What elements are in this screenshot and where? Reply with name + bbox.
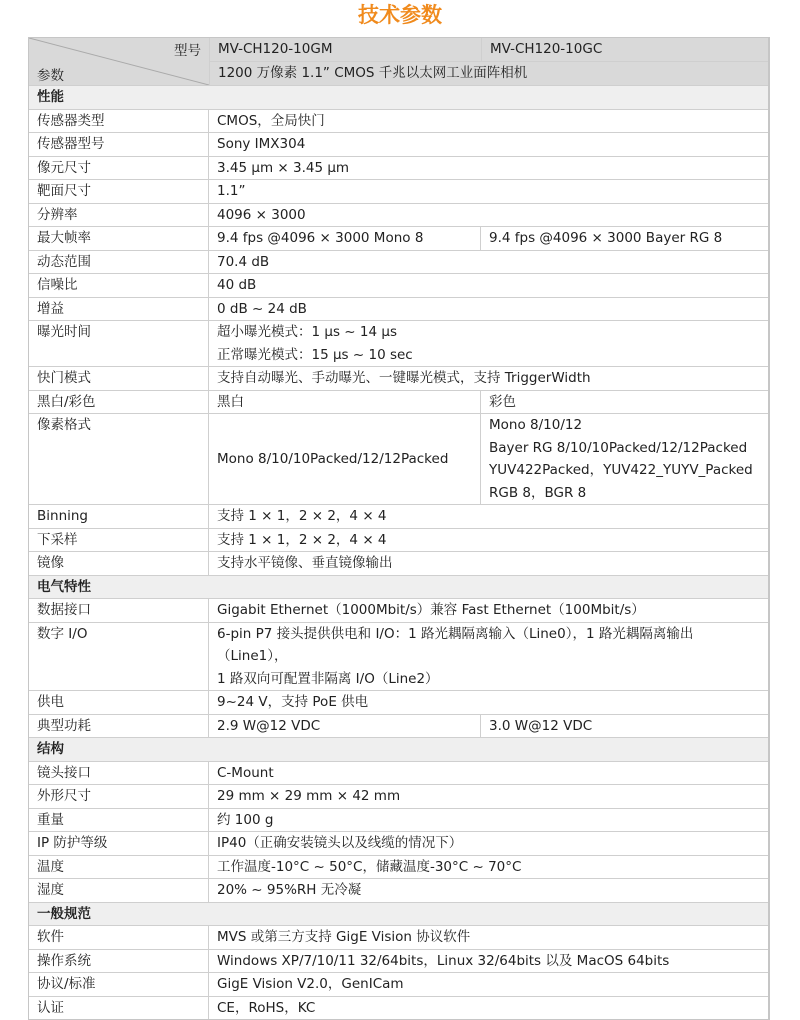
table-row <box>29 623 768 692</box>
table-row <box>29 110 768 134</box>
param-value <box>209 204 768 227</box>
table-row <box>29 691 768 715</box>
table-row <box>29 762 768 786</box>
value-line: Mono 8/10/12 <box>489 417 583 433</box>
param-name: 下采样 <box>29 529 209 552</box>
param-value <box>209 809 768 832</box>
spec-table <box>28 37 770 1020</box>
value-line: 9~24 V，支持 PoE 供电 <box>217 694 369 710</box>
value-line: 黑白 <box>217 393 244 410</box>
param-name: IP 防护等级 <box>29 832 209 855</box>
param-name: 供电 <box>29 691 209 714</box>
param-value <box>481 715 768 738</box>
table-row <box>29 832 768 856</box>
param-name: 像素格式 <box>29 414 209 504</box>
param-name: 黑白/彩色 <box>29 391 209 414</box>
param-value <box>209 926 768 949</box>
value-line: CE，RoHS，KC <box>217 999 316 1016</box>
value-line: 彩色 <box>489 393 516 410</box>
table-row <box>29 298 768 322</box>
param-value <box>209 599 768 622</box>
section-title: 一般规范 <box>29 903 768 926</box>
section-title: 结构 <box>29 738 768 761</box>
section-title: 电气特性 <box>29 576 768 599</box>
section-row <box>29 903 768 927</box>
param-value <box>209 529 768 552</box>
param-name: 数据接口 <box>29 599 209 622</box>
param-value <box>209 133 768 156</box>
param-value <box>209 832 768 855</box>
param-name: 镜像 <box>29 552 209 575</box>
param-value <box>209 110 768 133</box>
model-gc: MV-CH120-10GC <box>490 41 603 57</box>
param-name: 动态范围 <box>29 251 209 274</box>
value-line: 1 路双向可配置非隔离 I/O（Line2） <box>217 670 439 687</box>
section-title: 性能 <box>29 86 768 109</box>
param-name: 传感器类型 <box>29 110 209 133</box>
table-row <box>29 391 768 415</box>
value-line: 1.1” <box>217 183 246 199</box>
table-header <box>29 38 768 86</box>
param-name: 数字 I/O <box>29 623 209 691</box>
header-corner <box>29 38 210 85</box>
value-line: 工作温度-10°C ~ 50°C，储藏温度-30°C ~ 70°C <box>217 858 522 875</box>
page-title: 技术参数 <box>358 3 442 27</box>
param-name: 镜头接口 <box>29 762 209 785</box>
value-line: 9.4 fps @4096 × 3000 Bayer RG 8 <box>489 230 723 246</box>
param-name: 重量 <box>29 809 209 832</box>
param-value <box>481 391 768 414</box>
param-name: 典型功耗 <box>29 715 209 738</box>
param-value <box>209 950 768 973</box>
value-line: Mono 8/10/10Packed/12/12Packed <box>217 450 449 467</box>
table-row <box>29 809 768 833</box>
table-row <box>29 133 768 157</box>
section-row <box>29 86 768 110</box>
value-line: 4096 × 3000 <box>217 206 306 223</box>
param-value <box>209 321 768 366</box>
param-value <box>481 414 768 504</box>
param-value <box>481 227 768 250</box>
value-line: 40 dB <box>217 277 257 293</box>
value-line: 3.0 W@12 VDC <box>489 717 593 734</box>
table-row <box>29 505 768 529</box>
table-row <box>29 529 768 553</box>
value-line: CMOS，全局快门 <box>217 112 325 129</box>
value-line: 0 dB ~ 24 dB <box>217 300 307 317</box>
table-row <box>29 552 768 576</box>
param-value <box>209 298 768 321</box>
table-row <box>29 321 768 367</box>
param-name: 增益 <box>29 298 209 321</box>
param-value <box>209 274 768 297</box>
table-row <box>29 157 768 181</box>
param-value <box>209 973 768 996</box>
param-value <box>209 157 768 180</box>
table-row <box>29 973 768 997</box>
value-line: Windows XP/7/10/11 32/64bits，Linux 32/64bits 以及 MacOS 64bits <box>217 952 670 969</box>
param-name: 温度 <box>29 856 209 879</box>
table-row <box>29 715 768 739</box>
param-value <box>209 180 768 203</box>
table-row <box>29 785 768 809</box>
value-line: 超小曝光模式：1 μs ~ 14 μs <box>217 324 397 340</box>
value-line: YUV422Packed，YUV422_YUYV_Packed <box>489 462 753 478</box>
value-line: GigE Vision V2.0，GenICam <box>217 976 404 992</box>
value-line: 支持 1 × 1，2 × 2，4 × 4 <box>217 508 387 524</box>
table-row <box>29 204 768 228</box>
value-line: 9.4 fps @4096 × 3000 Mono 8 <box>217 230 424 246</box>
param-value <box>209 505 768 528</box>
value-line: 6-pin P7 接头提供供电和 I/O：1 路光耦隔离输入（Line0），1 路光耦隔离输出（Line1）， <box>217 625 694 664</box>
param-name: 信噪比 <box>29 274 209 297</box>
param-name: 外形尺寸 <box>29 785 209 808</box>
param-value <box>209 367 768 390</box>
param-name: 湿度 <box>29 879 209 902</box>
param-name: 像元尺寸 <box>29 157 209 180</box>
param-name: 曝光时间 <box>29 321 209 366</box>
param-value <box>209 251 768 274</box>
value-line: 正常曝光模式：15 μs ~ 10 sec <box>217 346 413 363</box>
param-label: 参数 <box>37 68 64 84</box>
value-line: 约 100 g <box>217 811 274 828</box>
value-line: Bayer RG 8/10/10Packed/12/12Packed <box>489 439 748 456</box>
param-name: 传感器型号 <box>29 133 209 156</box>
param-name: 最大帧率 <box>29 227 209 250</box>
param-value <box>209 552 768 575</box>
value-line: 支持水平镜像、垂直镜像输出 <box>217 555 393 571</box>
section-row <box>29 738 768 762</box>
model-gm: MV-CH120-10GM <box>210 38 482 61</box>
param-value <box>209 785 768 808</box>
param-name: 协议/标准 <box>29 973 209 996</box>
param-value <box>209 227 481 250</box>
param-name: 认证 <box>29 997 209 1020</box>
value-line: 支持自动曝光、手动曝光、一键曝光模式，支持 TriggerWidth <box>217 370 591 386</box>
param-name: 操作系统 <box>29 950 209 973</box>
value-line: 29 mm × 29 mm × 42 mm <box>217 788 401 804</box>
value-line: Sony IMX304 <box>217 136 306 152</box>
value-line: Gigabit Ethernet（1000Mbit/s）兼容 Fast Ethernet（100Mbit/s） <box>217 602 645 618</box>
param-value <box>209 879 768 902</box>
table-row <box>29 251 768 275</box>
param-name: 分辨率 <box>29 204 209 227</box>
param-value <box>209 623 768 691</box>
value-line: IP40（正确安装镜头以及线缆的情况下） <box>217 835 463 851</box>
section-row <box>29 576 768 600</box>
param-name: 靶面尺寸 <box>29 180 209 203</box>
table-row <box>29 856 768 880</box>
param-value <box>209 414 481 504</box>
value-line: 70.4 dB <box>217 253 270 270</box>
table-row <box>29 599 768 623</box>
value-line: MVS 或第三方支持 GigE Vision 协议软件 <box>217 929 471 945</box>
value-line: 2.9 W@12 VDC <box>217 717 321 734</box>
param-value <box>209 715 481 738</box>
table-row <box>29 227 768 251</box>
model-label: 型号 <box>174 43 201 59</box>
param-name: 软件 <box>29 926 209 949</box>
param-value <box>209 856 768 879</box>
value-line: 20% ~ 95%RH 无冷凝 <box>217 882 362 898</box>
value-line: 3.45 μm × 3.45 μm <box>217 159 350 176</box>
param-value <box>209 391 481 414</box>
param-name: 快门模式 <box>29 367 209 390</box>
table-row <box>29 180 768 204</box>
value-line: RGB 8，BGR 8 <box>489 484 587 501</box>
param-value <box>209 691 768 714</box>
table-row <box>29 926 768 950</box>
table-row <box>29 367 768 391</box>
value-line: C-Mount <box>217 764 274 781</box>
table-row <box>29 414 768 505</box>
value-line: 支持 1 × 1，2 × 2，4 × 4 <box>217 531 387 548</box>
product-description: 1200 万像素 1.1” CMOS 千兆以太网工业面阵相机 <box>218 65 528 81</box>
table-row <box>29 879 768 903</box>
table-row <box>29 950 768 974</box>
param-name: Binning <box>29 505 209 528</box>
param-value <box>209 762 768 785</box>
table-row <box>29 274 768 298</box>
